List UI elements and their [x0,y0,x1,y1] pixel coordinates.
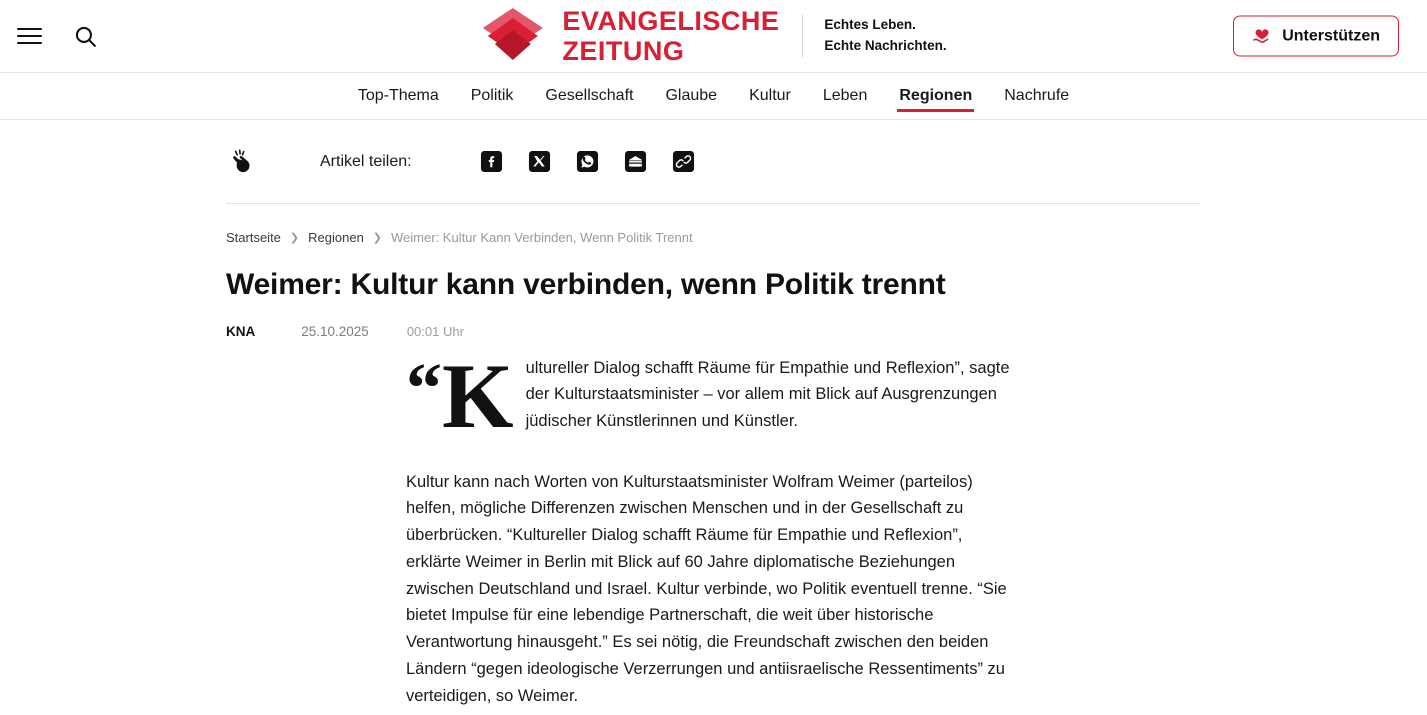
article-lead-text: ultureller Dialog schafft Räume für Empathie und Reflexion”, sagte der Kulturstaatsminister – vor allem mit Blick auf Ausgrenzungen jüdischer Künstlerinnen und Künstler. [525,358,1010,431]
article-dropcap [406,344,514,447]
breadcrumb-section[interactable]: Regionen [308,230,364,245]
x-twitter-icon[interactable] [528,150,551,173]
search-icon[interactable] [68,19,102,53]
article-container [226,120,1201,709]
page-title: Weimer: Kultur kann verbinden, wenn Politik trennt [226,268,946,301]
nav-item-regionen[interactable]: Regionen [897,75,974,118]
share-icon-list [480,150,695,173]
tagline-line-1: Echtes Leben. [824,17,916,33]
clap-hands-icon[interactable] [230,149,256,175]
article-body [406,344,1016,710]
breadcrumb [226,230,1201,245]
facebook-icon[interactable] [480,150,503,173]
support-button-label: Unterstützen [1282,27,1380,44]
article-agency: KNA [226,323,256,339]
site-logo[interactable] [480,6,946,66]
breadcrumb-chevron-right-icon-2: ❯ [372,232,383,244]
dropcap-letter: K [442,344,514,447]
site-header [0,0,1427,73]
brand-line-1: EVANGELISCHE [562,5,780,36]
nav-item-leben[interactable]: Leben [822,86,868,104]
brand-wordmark [562,5,780,66]
nav-item-politik[interactable]: Politik [470,86,514,104]
whatsapp-icon[interactable] [576,150,599,173]
breadcrumb-chevron-right-icon: ❯ [289,232,300,244]
share-bar [226,120,1201,204]
brand-tagline [824,15,946,57]
email-icon[interactable] [624,150,647,173]
article-date: 25.10.2025 [301,323,369,339]
nav-item-nachrufe[interactable]: Nachrufe [1004,86,1070,104]
share-label: Artikel teilen: [320,152,412,170]
brand-divider [801,15,802,57]
hamburger-menu-icon[interactable] [12,19,46,53]
logo-diamond-icon [480,6,544,66]
breadcrumb-home[interactable]: Startseite [226,230,281,245]
heart-hand-icon [1252,27,1273,46]
article-meta [226,324,1201,339]
nav-item-gesellschaft[interactable]: Gesellschaft [545,86,634,104]
support-button[interactable] [1233,16,1399,57]
article-time: 00:01 Uhr [406,323,464,339]
article-lead [406,344,1016,447]
brand-line-2: ZEITUNG [562,35,685,66]
breadcrumb-current: Weimer: Kultur Kann Verbinden, Wenn Politik Trennt [391,230,693,245]
nav-item-top-thema[interactable]: Top-Thema [357,86,439,104]
nav-item-glaube[interactable]: Glaube [665,86,718,104]
link-copy-icon[interactable] [672,150,695,173]
nav-item-kultur[interactable]: Kultur [749,86,791,104]
tagline-line-2: Echte Nachrichten. [824,38,947,53]
header-left-controls [0,19,120,53]
main-navigation [0,73,1427,120]
article-paragraph-1: Kultur kann nach Worten von Kulturstaatsminister Wolfram Weimer (parteilos) helfen, mögliche Differenzen zwischen Menschen und in der Gesellschaft zu überbrücken. “Kultureller Dialog schafft Räume für Empathie und Reflexion”, erklärte Weimer in Berlin mit Blick auf 60 Jahre diplomatische Beziehungen zwischen Deutschland und Israel. Kultur verbinde, wo Politik eventuell trenne. “Sie bietet Impulse für eine lebendige Partnerschaft, die weit über historische Verantwortung hinausgeht.” Es sei nötig, die Freundschaft zwischen den beiden Ländern “gegen ideologische Verzerrungen und antiisraelische Ressentiments” zu verteidigen, so Weimer. [406,472,1007,705]
dropcap-quote: “ [406,347,442,428]
